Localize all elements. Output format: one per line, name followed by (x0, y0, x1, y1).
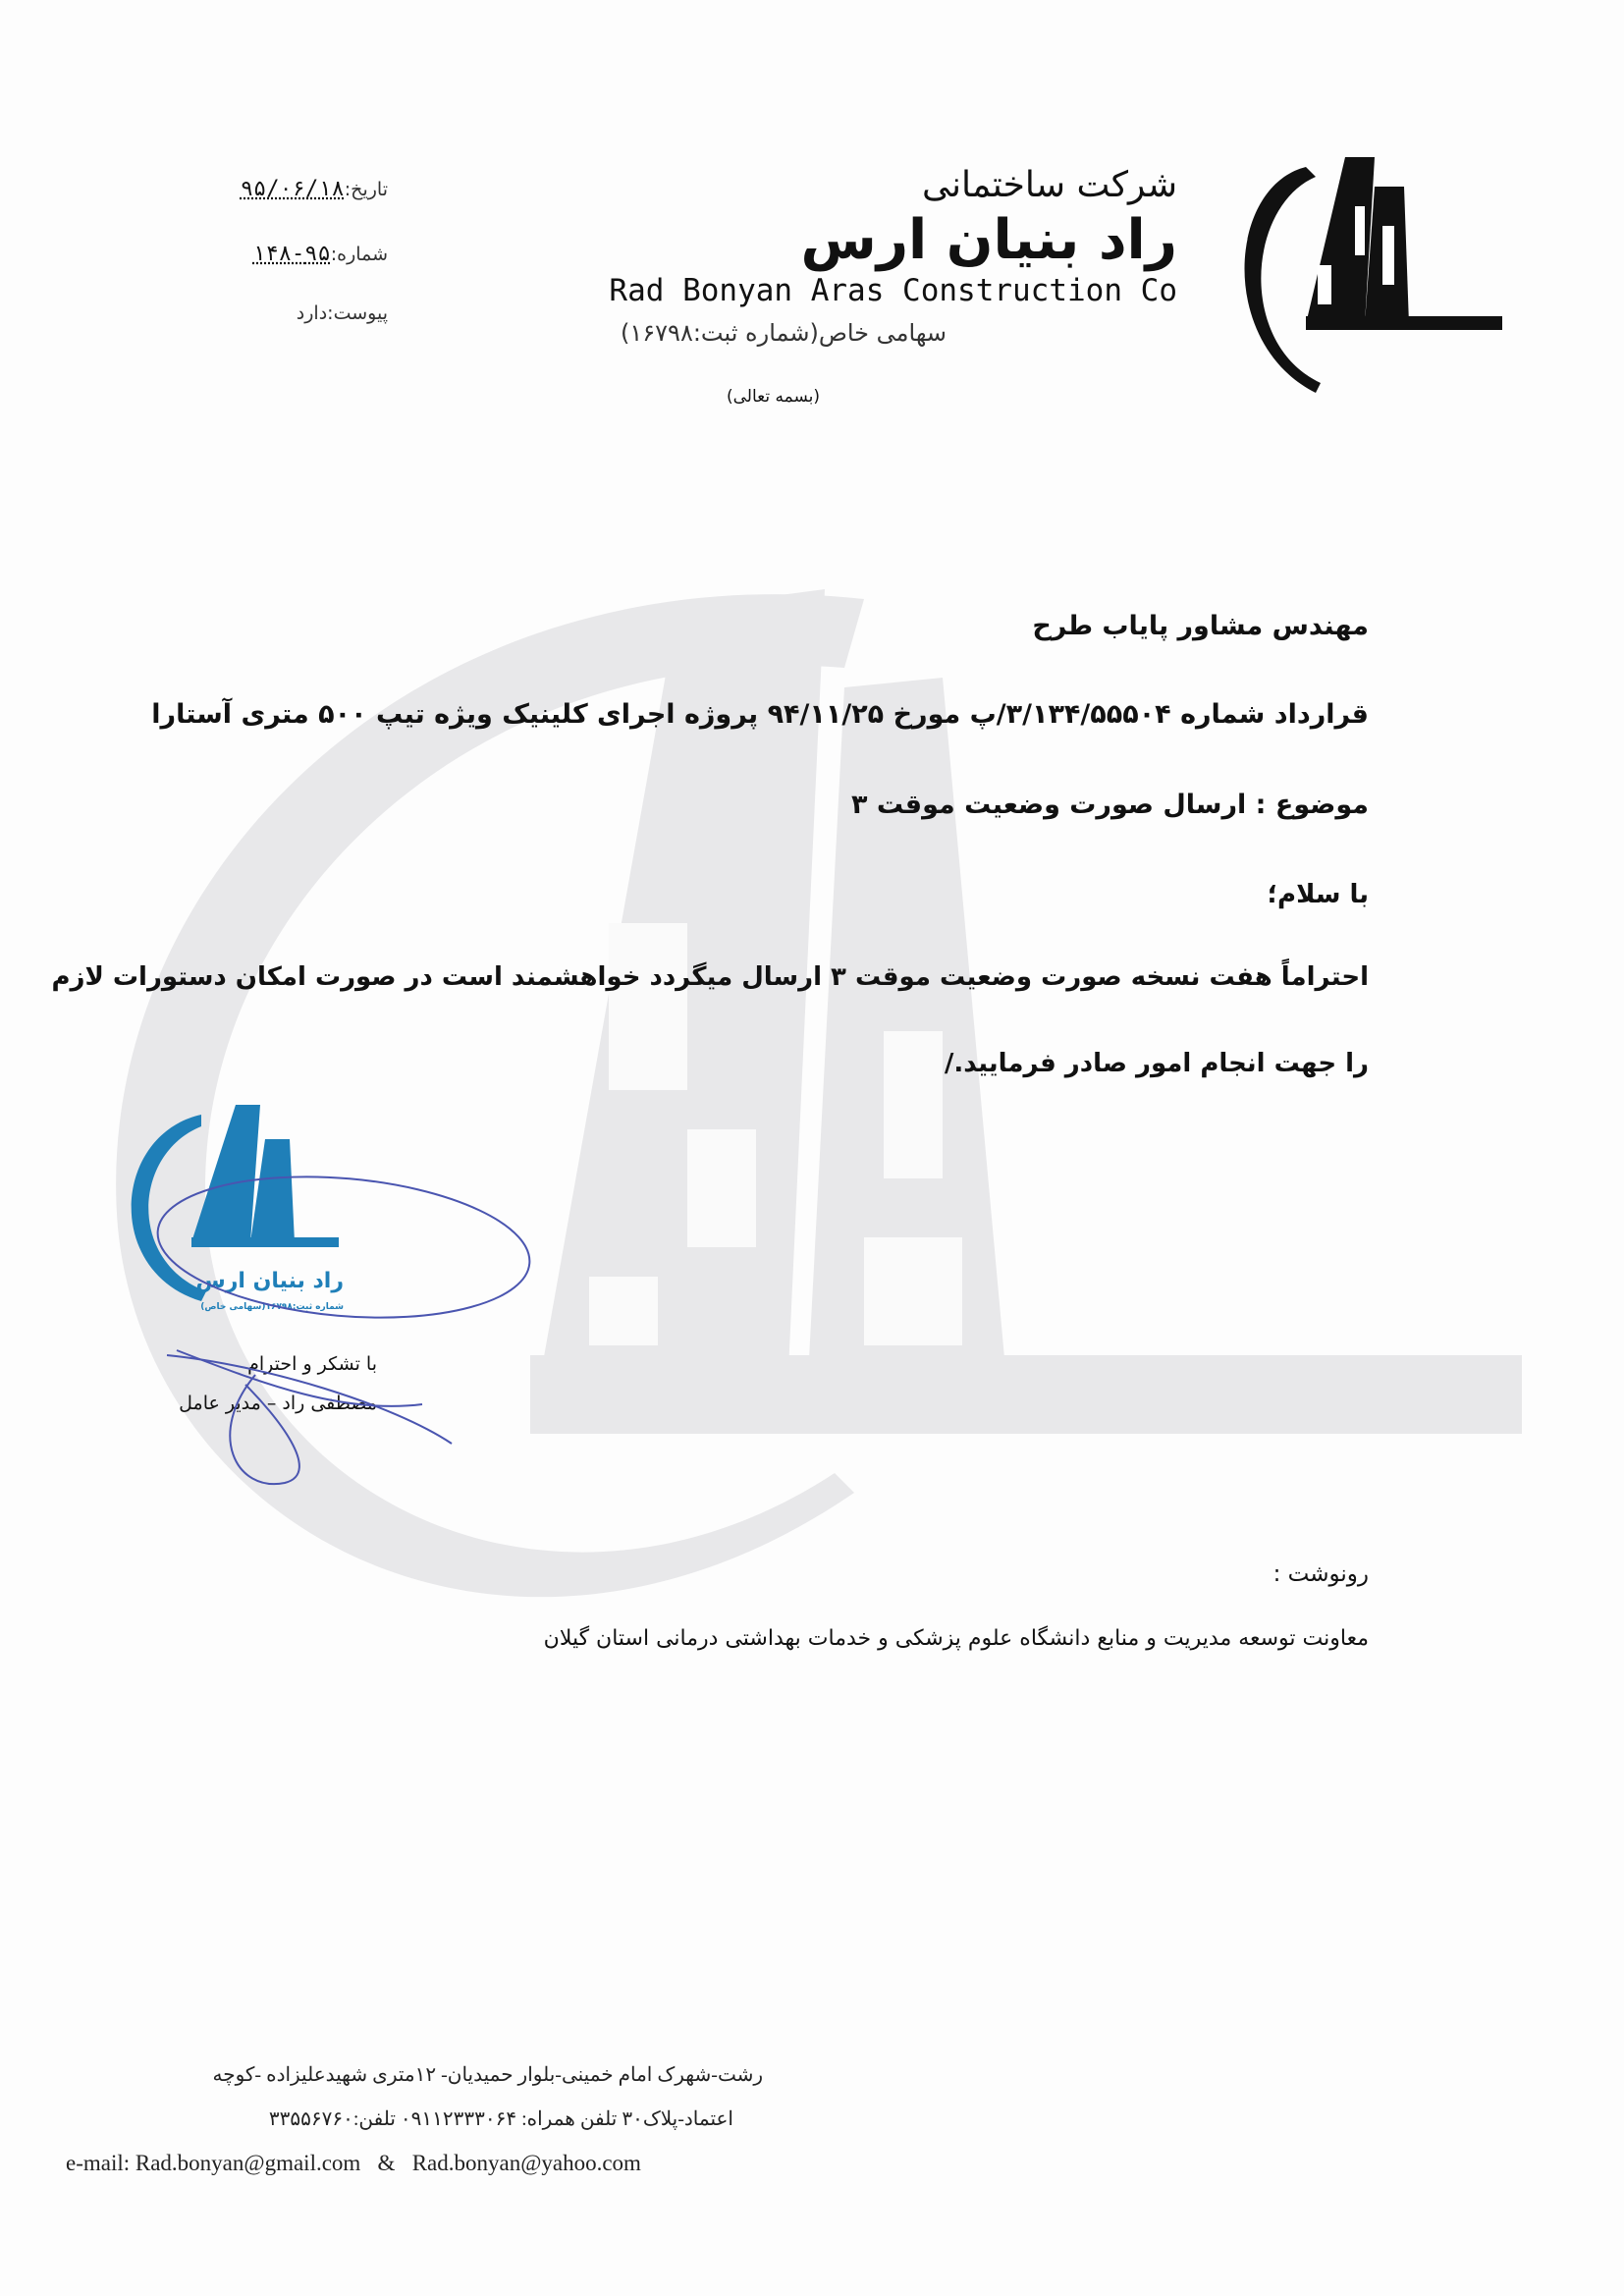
number-label: شماره: (330, 244, 388, 265)
stamp-registration: شماره ثبت:۱۶۷۹۸(سهامی خاص) (200, 1302, 344, 1312)
cc-recipient: معاونت توسعه مدیریت و منابع دانشگاه علوم پزشکی و خدمات بهداشتی درمانی استان گیلان (543, 1626, 1369, 1651)
recipient: مهندس مشاور پایاب طرح (1032, 611, 1369, 641)
footer-email: e-mail: Rad.bonyan@gmail.com & Rad.bonyan@yahoo.com (66, 2151, 641, 2175)
footer-address-2: اعتماد-پلاک۳۰ تلفن همراه: ۰۹۱۱۲۳۳۳۰۶۴ تلفن:۳۳۵۵۶۷۶۰ (268, 2108, 733, 2130)
attachment-field (167, 302, 388, 324)
contract-reference: قرارداد شماره ۳/۱۳۴/۵۵۵۰۴/پ مورخ ۹۴/۱۱/۲۵ پروژه اجرای کلینیک ویژه تیپ ۵۰۰ متری آستارا (151, 699, 1369, 730)
date-value: ۹۵/۰۶/۱۸ (240, 177, 345, 201)
number-value: ۹۵-۱۴۸ (252, 242, 331, 266)
subject: موضوع : ارسال صورت وضعیت موقت ۳ (850, 790, 1369, 820)
body-line-1: احتراماً هفت نسخه صورت وضعیت موقت ۳ ارسال میگردد خواهشمند است در صورت امکان دستورات لازم (51, 962, 1369, 992)
cc-label: رونوشت : (1272, 1561, 1369, 1587)
company-name-en: Rad Bonyan Aras Construction Co (609, 273, 1177, 308)
date-label: تاریخ: (344, 179, 388, 200)
body-line-2: را جهت انجام امور صادر فرمایید./ (944, 1049, 1369, 1078)
company-logo (1208, 147, 1522, 403)
company-name-fa: راد بنیان ارس (800, 208, 1177, 272)
registration-number: سهامی خاص(شماره ثبت:۱۶۷۹۸) (621, 319, 947, 347)
attachment-label: پیوست: (327, 302, 388, 324)
footer-address-1: رشت-شهرک امام خمینی-بلوار حمیدیان- ۱۲متری شهیدعلیزاده -کوچه (212, 2064, 763, 2086)
signer: مصطفی راد – مدیر عامل (179, 1393, 377, 1414)
number-field (167, 242, 388, 266)
attachment-value: دارد (296, 302, 328, 324)
stamp-name: راد بنیان ارس (195, 1269, 344, 1293)
date-field (167, 177, 388, 201)
closing: با تشکر و احترام (247, 1353, 377, 1375)
company-type: شرکت ساختمانی (921, 165, 1177, 205)
greeting: با سلام؛ (1267, 880, 1369, 909)
invocation: (بسمه تعالی) (727, 387, 820, 407)
handwritten-signature (147, 1159, 540, 1512)
